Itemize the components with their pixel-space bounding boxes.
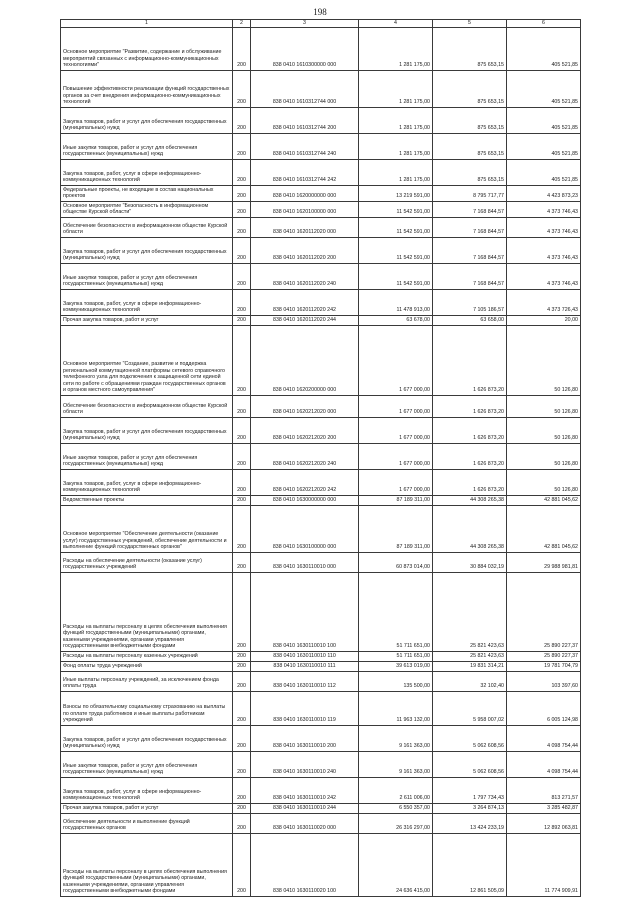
row-section: 200	[233, 316, 251, 326]
row-budget-code: 838 0410 1610312744 000	[251, 71, 359, 108]
row-name: Прочая закупка товаров, работ и услуг	[61, 316, 233, 326]
row-approved-amount: 11 478 913,00	[359, 290, 433, 316]
row-approved-amount: 1 677 000,00	[359, 470, 433, 496]
row-budget-code: 838 0410 1630110010 112	[251, 672, 359, 692]
table-row	[61, 470, 581, 496]
row-approved-amount: 51 711 651,00	[359, 573, 433, 652]
page-number: 198	[313, 7, 327, 17]
row-approved-amount: 9 161 363,00	[359, 752, 433, 778]
row-name: Фонд оплаты труда учреждений	[61, 662, 233, 672]
row-name: Иные закупки товаров, работ и услуг для обеспечения государственных (муниципальных) нужд	[61, 264, 233, 290]
row-budget-code: 838 0410 1610312744 240	[251, 134, 359, 160]
row-executed-amount: 12 861 505,09	[433, 834, 507, 897]
row-approved-amount: 11 542 591,00	[359, 238, 433, 264]
row-approved-amount: 11 542 591,00	[359, 218, 433, 238]
row-executed-amount: 875 653,15	[433, 71, 507, 108]
row-remaining-amount: 19 781 704,79	[507, 662, 581, 672]
row-budget-code: 838 0410 1630110010 119	[251, 692, 359, 726]
row-section: 200	[233, 726, 251, 752]
table-row	[61, 553, 581, 573]
row-name: Расходы на выплаты персоналу казенных учреждений	[61, 652, 233, 662]
row-approved-amount: 11 542 591,00	[359, 202, 433, 218]
row-budget-code: 838 0410 1630110010 200	[251, 726, 359, 752]
row-section: 200	[233, 804, 251, 814]
table-row	[61, 290, 581, 316]
row-budget-code: 838 0410 1630000000 000	[251, 496, 359, 506]
table-row	[61, 316, 581, 326]
row-executed-amount: 1 626 873,20	[433, 470, 507, 496]
row-approved-amount: 63 678,00	[359, 316, 433, 326]
row-executed-amount: 44 308 265,38	[433, 496, 507, 506]
row-name: Расходы на выплаты персоналу в целях обеспечения выполнения функций государственными (муниципальными) органами, казенными учреждениями, органами управления государственными внебюджетными фондами	[61, 573, 233, 652]
row-executed-amount: 875 653,15	[433, 134, 507, 160]
row-approved-amount: 1 281 175,00	[359, 108, 433, 134]
row-budget-code: 838 0410 1630110010 240	[251, 752, 359, 778]
row-name: Основное мероприятие "Обеспечение деятельности (оказание услуг) государственных учреждений, обеспечение деятельности и выполнение функций государственных органов"	[61, 506, 233, 553]
row-approved-amount: 24 636 415,00	[359, 834, 433, 897]
row-executed-amount: 19 831 314,21	[433, 662, 507, 672]
row-name: Закупка товаров, работ, услуг в сфере информационно-коммуникационных технологий	[61, 160, 233, 186]
row-remaining-amount: 20,00	[507, 316, 581, 326]
row-remaining-amount: 42 881 045,62	[507, 506, 581, 553]
row-budget-code: 838 0410 1610312744 200	[251, 108, 359, 134]
row-approved-amount: 11 963 132,00	[359, 692, 433, 726]
table-row	[61, 662, 581, 672]
row-budget-code: 838 0410 1610300000 000	[251, 28, 359, 71]
row-name: Обеспечение деятельности и выполнение функций государственных органов	[61, 814, 233, 834]
row-name: Прочая закупка товаров, работ и услуг	[61, 804, 233, 814]
row-approved-amount: 87 189 311,00	[359, 496, 433, 506]
row-approved-amount: 1 281 175,00	[359, 28, 433, 71]
table-row	[61, 692, 581, 726]
budget-table	[60, 19, 581, 897]
row-executed-amount: 7 168 844,57	[433, 264, 507, 290]
table-row	[61, 652, 581, 662]
table-row	[61, 218, 581, 238]
row-executed-amount: 7 168 844,57	[433, 218, 507, 238]
row-budget-code: 838 0410 1620112020 000	[251, 218, 359, 238]
row-budget-code: 838 0410 1620200000 000	[251, 326, 359, 396]
row-budget-code: 838 0410 1630110010 100	[251, 573, 359, 652]
row-approved-amount: 11 542 591,00	[359, 264, 433, 290]
row-name: Закупка товаров, работ и услуг для обеспечения государственных (муниципальных) нужд	[61, 726, 233, 752]
row-section: 200	[233, 752, 251, 778]
row-remaining-amount: 405 521,85	[507, 134, 581, 160]
row-name: Взносы по обязательному социальному страхованию на выплаты по оплате труда работников и иные выплаты работникам учреждений	[61, 692, 233, 726]
row-executed-amount: 1 626 873,20	[433, 326, 507, 396]
row-executed-amount: 25 821 423,63	[433, 573, 507, 652]
column-header: 2	[233, 20, 251, 28]
row-section: 200	[233, 264, 251, 290]
row-section: 200	[233, 71, 251, 108]
row-executed-amount: 5 062 608,56	[433, 726, 507, 752]
row-remaining-amount: 50 126,80	[507, 396, 581, 418]
row-section: 200	[233, 778, 251, 804]
row-budget-code: 838 0410 1630100000 000	[251, 506, 359, 553]
row-executed-amount: 1 797 734,43	[433, 778, 507, 804]
row-section: 200	[233, 218, 251, 238]
row-executed-amount: 3 264 874,13	[433, 804, 507, 814]
table-row	[61, 264, 581, 290]
row-remaining-amount: 4 373 746,43	[507, 238, 581, 264]
row-section: 200	[233, 814, 251, 834]
row-approved-amount: 60 873 014,00	[359, 553, 433, 573]
row-approved-amount: 2 611 006,00	[359, 778, 433, 804]
row-section: 200	[233, 672, 251, 692]
row-name: Обеспечение безопасности в информационном обществе Курской области	[61, 396, 233, 418]
row-name: Иные закупки товаров, работ и услуг для обеспечения государственных (муниципальных) нужд	[61, 134, 233, 160]
row-remaining-amount: 4 373 746,43	[507, 218, 581, 238]
row-remaining-amount: 50 126,80	[507, 470, 581, 496]
row-name: Иные закупки товаров, работ и услуг для обеспечения государственных (муниципальных) нужд	[61, 444, 233, 470]
row-executed-amount: 5 062 608,56	[433, 752, 507, 778]
row-approved-amount: 26 316 297,00	[359, 814, 433, 834]
table-row	[61, 202, 581, 218]
row-remaining-amount: 405 521,85	[507, 28, 581, 71]
row-section: 200	[233, 134, 251, 160]
row-executed-amount: 875 653,15	[433, 28, 507, 71]
row-budget-code: 838 0410 1630110020 100	[251, 834, 359, 897]
row-executed-amount: 1 626 873,20	[433, 444, 507, 470]
row-section: 200	[233, 496, 251, 506]
row-executed-amount: 875 653,15	[433, 160, 507, 186]
row-remaining-amount: 42 881 045,62	[507, 496, 581, 506]
row-section: 200	[233, 202, 251, 218]
row-approved-amount: 1 677 000,00	[359, 418, 433, 444]
row-name: Расходы на выплаты персоналу в целях обеспечения выполнения функций государственными (муниципальными) органами, казенными учреждениями, органами управления государственными внебюджетными фондами	[61, 834, 233, 897]
column-header: 6	[507, 20, 581, 28]
row-budget-code: 838 0410 1620112020 200	[251, 238, 359, 264]
row-remaining-amount: 25 890 227,37	[507, 652, 581, 662]
table-row	[61, 778, 581, 804]
row-section: 200	[233, 573, 251, 652]
row-name: Иные закупки товаров, работ и услуг для обеспечения государственных (муниципальных) нужд	[61, 752, 233, 778]
row-name: Закупка товаров, работ, услуг в сфере информационно-коммуникационных технологий	[61, 470, 233, 496]
row-budget-code: 838 0410 1630110010 242	[251, 778, 359, 804]
row-name: Повышение эффективности реализации функций государственных органов за счет внедрения информационно-коммуникационных технологий	[61, 71, 233, 108]
row-remaining-amount: 11 774 909,91	[507, 834, 581, 897]
table-row	[61, 28, 581, 71]
row-budget-code: 838 0410 1610312744 242	[251, 160, 359, 186]
row-name: Основное мероприятие "Создание, развитие и поддержка региональной коммутационной платформы сетевого справочного телефонного узла для подключения к защищенной сети единой сети по работе с обращениями граждан государственных органов и органов местного самоуправления"	[61, 326, 233, 396]
table-row	[61, 834, 581, 897]
row-remaining-amount: 103 397,60	[507, 672, 581, 692]
row-budget-code: 838 0410 1630110010 110	[251, 652, 359, 662]
row-remaining-amount: 4 098 754,44	[507, 726, 581, 752]
row-remaining-amount: 4 373 746,43	[507, 202, 581, 218]
row-remaining-amount: 813 271,57	[507, 778, 581, 804]
row-approved-amount: 51 711 651,00	[359, 652, 433, 662]
row-budget-code: 838 0410 1630110010 000	[251, 553, 359, 573]
row-section: 200	[233, 444, 251, 470]
row-budget-code: 838 0410 1620212020 242	[251, 470, 359, 496]
row-name: Закупка товаров, работ и услуг для обеспечения государственных (муниципальных) нужд	[61, 418, 233, 444]
row-approved-amount: 1 677 000,00	[359, 444, 433, 470]
row-remaining-amount: 4 373 746,43	[507, 264, 581, 290]
row-name: Закупка товаров, работ и услуг для обеспечения государственных (муниципальных) нужд	[61, 238, 233, 264]
row-section: 200	[233, 396, 251, 418]
table-row	[61, 726, 581, 752]
row-budget-code: 838 0410 1620212020 000	[251, 396, 359, 418]
column-header: 1	[61, 20, 233, 28]
table-row	[61, 804, 581, 814]
row-name: Расходы на обеспечение деятельности (оказание услуг) государственных учреждений	[61, 553, 233, 573]
row-section: 200	[233, 160, 251, 186]
table-row	[61, 444, 581, 470]
row-approved-amount: 1 281 175,00	[359, 71, 433, 108]
row-name: Ведомственные проекты	[61, 496, 233, 506]
row-section: 200	[233, 238, 251, 264]
row-remaining-amount: 50 126,80	[507, 326, 581, 396]
table-row	[61, 672, 581, 692]
row-approved-amount: 1 677 000,00	[359, 396, 433, 418]
row-name: Основное мероприятие "Развитие, содержание и обслуживание мероприятий связанных с информационно-коммуникационных технологиями"	[61, 28, 233, 71]
row-budget-code: 838 0410 1620112020 244	[251, 316, 359, 326]
table-row	[61, 108, 581, 134]
row-approved-amount: 13 219 591,00	[359, 186, 433, 202]
row-section: 200	[233, 506, 251, 553]
row-approved-amount: 87 189 311,00	[359, 506, 433, 553]
row-remaining-amount: 4 098 754,44	[507, 752, 581, 778]
row-executed-amount: 30 884 032,19	[433, 553, 507, 573]
row-remaining-amount: 4 373 726,43	[507, 290, 581, 316]
row-budget-code: 838 0410 1620212020 200	[251, 418, 359, 444]
row-approved-amount: 1 281 175,00	[359, 134, 433, 160]
row-remaining-amount: 405 521,85	[507, 108, 581, 134]
row-remaining-amount: 25 890 227,37	[507, 573, 581, 652]
row-name: Иные выплаты персоналу учреждений, за исключением фонда оплаты труда	[61, 672, 233, 692]
row-executed-amount: 32 102,40	[433, 672, 507, 692]
row-budget-code: 838 0410 1630110010 244	[251, 804, 359, 814]
row-budget-code: 838 0410 1630110010 111	[251, 662, 359, 672]
row-executed-amount: 1 626 873,20	[433, 396, 507, 418]
row-remaining-amount: 405 521,85	[507, 71, 581, 108]
row-executed-amount: 8 795 717,77	[433, 186, 507, 202]
row-executed-amount: 7 105 186,57	[433, 290, 507, 316]
row-section: 200	[233, 692, 251, 726]
table-row	[61, 186, 581, 202]
table-row	[61, 496, 581, 506]
table-row	[61, 238, 581, 264]
row-name: Обеспечение безопасности в информационном обществе Курской области	[61, 218, 233, 238]
row-remaining-amount: 4 423 873,23	[507, 186, 581, 202]
table-row	[61, 134, 581, 160]
row-remaining-amount: 12 892 063,81	[507, 814, 581, 834]
row-executed-amount: 7 168 844,57	[433, 202, 507, 218]
row-approved-amount: 1 677 000,00	[359, 326, 433, 396]
row-remaining-amount: 50 126,80	[507, 444, 581, 470]
row-name: Закупка товаров, работ, услуг в сфере информационно-коммуникационных технологий	[61, 778, 233, 804]
row-approved-amount: 6 550 357,00	[359, 804, 433, 814]
row-budget-code: 838 0410 1620112020 242	[251, 290, 359, 316]
row-section: 200	[233, 652, 251, 662]
row-approved-amount: 1 281 175,00	[359, 160, 433, 186]
table-row	[61, 506, 581, 553]
row-name: Закупка товаров, работ, услуг в сфере информационно-коммуникационных технологий	[61, 290, 233, 316]
row-name: Закупка товаров, работ и услуг для обеспечения государственных (муниципальных) нужд	[61, 108, 233, 134]
row-executed-amount: 1 626 873,20	[433, 418, 507, 444]
row-remaining-amount: 29 988 981,81	[507, 553, 581, 573]
column-header: 4	[359, 20, 433, 28]
row-section: 200	[233, 28, 251, 71]
row-remaining-amount: 6 005 124,98	[507, 692, 581, 726]
table-row	[61, 752, 581, 778]
row-section: 200	[233, 470, 251, 496]
row-name: Основное мероприятие "Безопасность в информационном обществе Курской области"	[61, 202, 233, 218]
row-section: 200	[233, 834, 251, 897]
row-approved-amount: 9 161 363,00	[359, 726, 433, 752]
row-executed-amount: 5 958 007,02	[433, 692, 507, 726]
row-executed-amount: 875 653,15	[433, 108, 507, 134]
row-remaining-amount: 3 285 482,87	[507, 804, 581, 814]
row-approved-amount: 39 613 019,00	[359, 662, 433, 672]
row-section: 200	[233, 186, 251, 202]
row-budget-code: 838 0410 1620100000 000	[251, 202, 359, 218]
row-executed-amount: 63 658,00	[433, 316, 507, 326]
row-section: 200	[233, 418, 251, 444]
table-row	[61, 71, 581, 108]
row-section: 200	[233, 326, 251, 396]
row-section: 200	[233, 290, 251, 316]
table-row	[61, 418, 581, 444]
row-budget-code: 838 0410 1630110020 000	[251, 814, 359, 834]
row-budget-code: 838 0410 1620000000 000	[251, 186, 359, 202]
row-executed-amount: 13 424 233,19	[433, 814, 507, 834]
row-executed-amount: 25 821 423,63	[433, 652, 507, 662]
row-approved-amount: 135 500,00	[359, 672, 433, 692]
column-header: 3	[251, 20, 359, 28]
row-section: 200	[233, 108, 251, 134]
row-section: 200	[233, 553, 251, 573]
row-remaining-amount: 50 126,80	[507, 418, 581, 444]
row-section: 200	[233, 662, 251, 672]
table-row	[61, 160, 581, 186]
table-row	[61, 573, 581, 652]
row-name: Федеральные проекты, не входящие в состав национальных проектов	[61, 186, 233, 202]
column-header: 5	[433, 20, 507, 28]
table-row	[61, 326, 581, 396]
row-budget-code: 838 0410 1620112020 240	[251, 264, 359, 290]
row-executed-amount: 7 168 844,57	[433, 238, 507, 264]
row-executed-amount: 44 308 265,38	[433, 506, 507, 553]
column-number-row	[61, 20, 581, 28]
row-budget-code: 838 0410 1620212020 240	[251, 444, 359, 470]
table-row	[61, 396, 581, 418]
table-row	[61, 814, 581, 834]
row-remaining-amount: 405 521,85	[507, 160, 581, 186]
